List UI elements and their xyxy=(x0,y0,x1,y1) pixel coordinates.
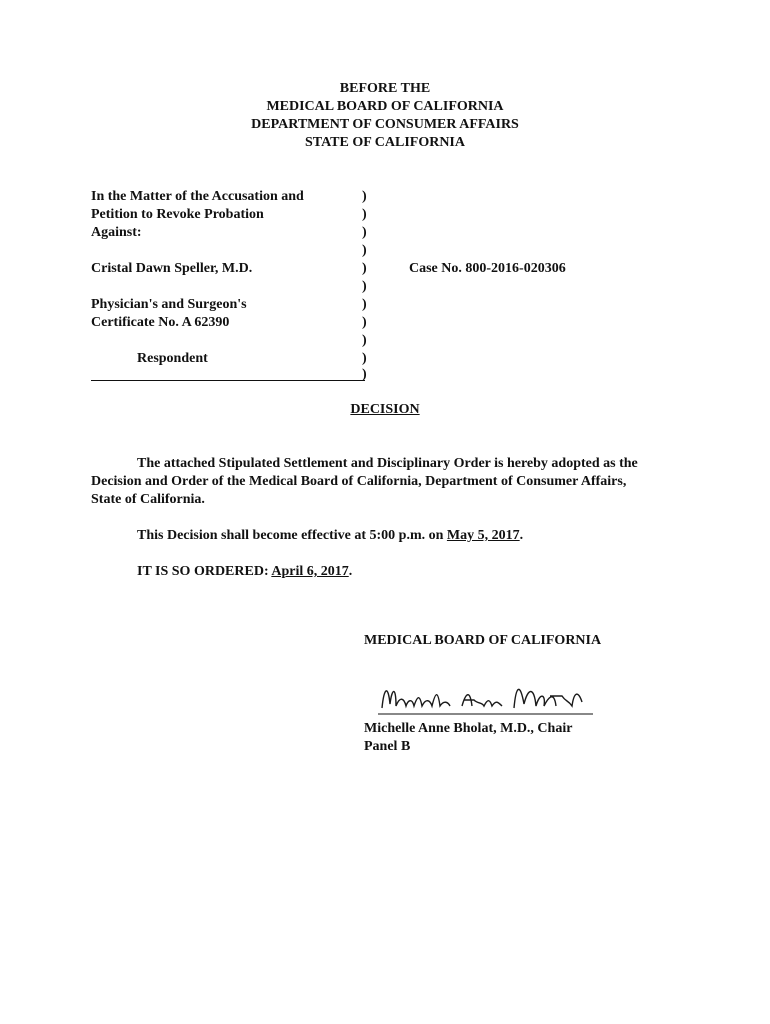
matter-line-2: Petition to Revoke Probation xyxy=(91,207,264,222)
ordered-prefix: IT IS SO ORDERED: xyxy=(137,564,272,579)
effective-date-line xyxy=(137,527,523,545)
caption-paren: ) xyxy=(362,367,367,382)
header-state: STATE OF CALIFORNIA xyxy=(305,135,465,150)
caption-paren: ) xyxy=(362,261,367,276)
respondent-name: Cristal Dawn Speller, M.D. xyxy=(91,261,253,276)
handwritten-signature xyxy=(378,678,593,718)
matter-line-3: Against: xyxy=(91,225,142,240)
ordered-suffix: . xyxy=(348,564,353,579)
certificate-line-2: Certificate No. A 62390 xyxy=(91,315,230,330)
header-department: DEPARTMENT OF CONSUMER AFFAIRS xyxy=(251,117,519,132)
effective-prefix: This Decision shall become effective at 5:00 p.m. on xyxy=(137,528,447,543)
effective-date: May 5, 2017 xyxy=(446,528,520,543)
header-board-name: MEDICAL BOARD OF CALIFORNIA xyxy=(266,99,504,114)
decision-title: DECISION xyxy=(350,402,420,417)
signature-board-name: MEDICAL BOARD OF CALIFORNIA xyxy=(364,633,602,648)
ordered-date: April 6, 2017 xyxy=(271,564,349,579)
respondent-label: Respondent xyxy=(137,351,208,366)
caption-paren: ) xyxy=(362,333,367,348)
caption-paren: ) xyxy=(362,351,367,366)
caption-paren: ) xyxy=(362,243,367,258)
header-before-the: BEFORE THE xyxy=(339,81,431,96)
caption-underline xyxy=(91,380,365,381)
case-number: Case No. 800-2016-020306 xyxy=(409,261,566,276)
caption-paren: ) xyxy=(362,315,367,330)
caption-paren: ) xyxy=(362,225,367,240)
caption-paren: ) xyxy=(362,297,367,312)
signer-panel: Panel B xyxy=(364,739,411,754)
caption-paren: ) xyxy=(362,279,367,294)
caption-paren: ) xyxy=(362,207,367,222)
certificate-line-1: Physician's and Surgeon's xyxy=(91,297,247,312)
signer-name: Michelle Anne Bholat, M.D., Chair xyxy=(364,721,573,736)
decision-paragraph: The attached Stipulated Settlement and Disciplinary Order is hereby adopted as the Decision and Order of the Medical Board of California, Department of Consumer Affairs, State of California. xyxy=(91,456,638,507)
effective-suffix: . xyxy=(519,528,524,543)
ordered-line xyxy=(137,563,352,581)
matter-line-1: In the Matter of the Accusation and xyxy=(91,189,304,204)
caption-paren: ) xyxy=(362,189,367,204)
